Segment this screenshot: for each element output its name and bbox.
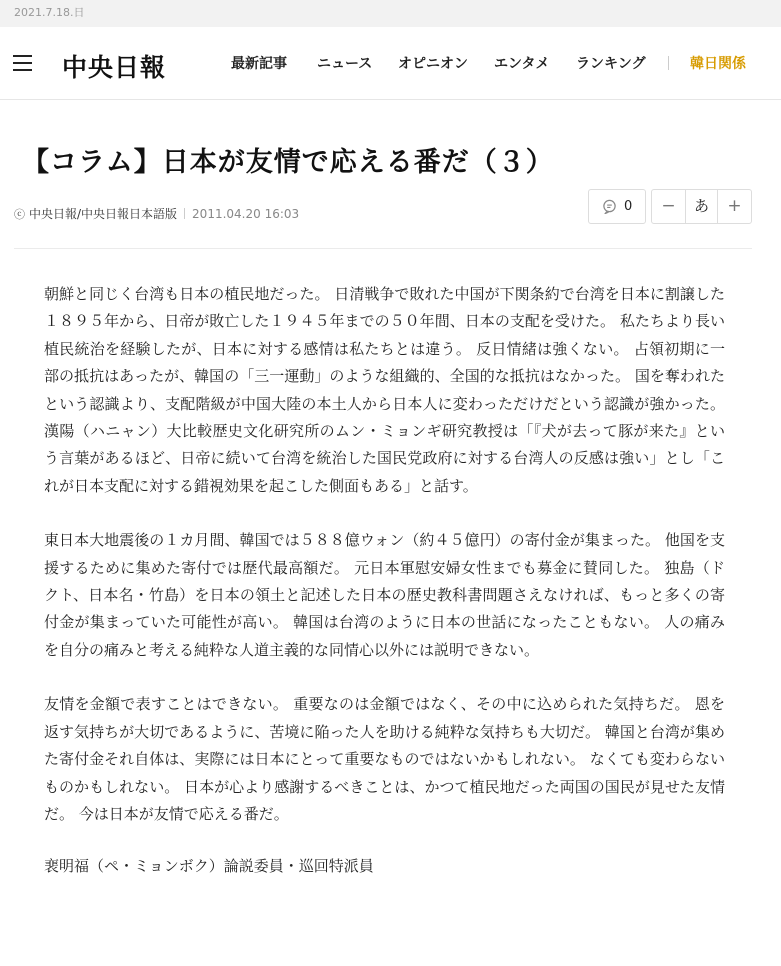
paragraph: 朝鮮と同じく台湾も日本の植民地だった。 日清戦争で敗れた中国が下関条約で台湾を日本に割譲した１８９５年から、日帝が敗亡した１９４５年までの５０年間、日本の支配を受けた。 私たちより長い植民統治を経験したが、日本に対する感情は私たちとは違う。 反日情緒は強くない。 占領初期に一部の抵抗はあったが、韓国の「三一運動」のような組織的、全国的な抵抗はなかった。 国を奪われたという認識より、支配階級が中国大陸の本土人から日本人に変わっただけだという認識が強かった。 漢陽（ハニャン）大比較歴史文化研究所のムン・ミョンギ研究教授は「『犬が去って豚が来た』という言葉があるほど、日帝に続いて台湾を統治した国民党政府に対する台湾人の反感は強い」とし「これが日本支配に対する錯視効果を起こした側面もある」と話す。 — [44, 285, 725, 495]
nav-latest[interactable]: 最新記事 — [231, 56, 287, 72]
nav-opinion[interactable]: オピニオン — [398, 56, 468, 72]
nav-divider — [668, 56, 669, 70]
author-signature: 裵明福（ペ・ミョンボク）論説委員・巡回特派員 — [44, 857, 374, 876]
article-meta — [14, 205, 299, 222]
current-date: 2021.7.18.日 — [14, 6, 85, 19]
article-source: 中央日報/中央日報日本語版 — [29, 207, 178, 221]
meta-divider — [184, 208, 185, 219]
nav-entertainment[interactable]: エンタメ — [494, 56, 550, 72]
font-reset-button[interactable]: あ — [685, 190, 718, 223]
copyright-icon: ⓒ — [14, 208, 25, 221]
font-increase-button[interactable]: + — [727, 196, 742, 216]
comment-count: 0 — [624, 199, 633, 214]
paragraph: 東日本大地震後の１カ月間、韓国では５８８億ウォン（約４５億円）の寄付金が集まった。 他国を支援するために集めた寄付では歴代最高額だ。 元日本軍慰安婦女性までも募金に賛同した。 独島（ドクト、日本名・竹島）を日本の領土と記述した日本の歴史教科書問題さえなければ、もっと多くの寄付金が集まっていた可能性が高い。 韓国は台湾のように日本の世話になったこともない。 人の痛みを自分の痛みと考える純粋な人道主義的な同情心以外には説明できない。 — [44, 531, 725, 659]
site-logo[interactable]: 中央日報 — [62, 53, 167, 82]
article-date: 2011.04.20 16:03 — [192, 207, 300, 221]
header-divider — [14, 248, 752, 249]
font-size-controls — [651, 189, 752, 224]
nav-news[interactable]: ニュース — [317, 56, 373, 72]
font-decrease-button[interactable]: − — [661, 196, 676, 216]
article-title: 【コラム】日本が友情で応える番だ（３） — [22, 147, 554, 178]
article-body — [44, 281, 725, 908]
comment-button[interactable] — [588, 189, 646, 224]
main-nav — [0, 53, 781, 73]
comment-icon — [602, 199, 617, 214]
top-date-bar — [0, 0, 781, 27]
nav-japan-korea[interactable]: 韓日関係 — [690, 56, 746, 72]
paragraph: 友情を金額で表すことはできない。 重要なのは金額ではなく、その中に込められた気持ちだ。 恩を返す気持ちが大切であるように、苦境に陥った人を助ける純粋な気持ちも大切だ。 韓国と台湾が集めた寄付金それ自体は、実際には日本にとって重要なものではないかもしれない。 なくても変わらないものかもしれない。 日本が心より感謝するべきことは、かつて植民地だった両国の国民が見せた友情だ。 今は日本が友情で応える番だ。 — [44, 695, 725, 823]
nav-ranking[interactable]: ランキング — [576, 56, 646, 72]
